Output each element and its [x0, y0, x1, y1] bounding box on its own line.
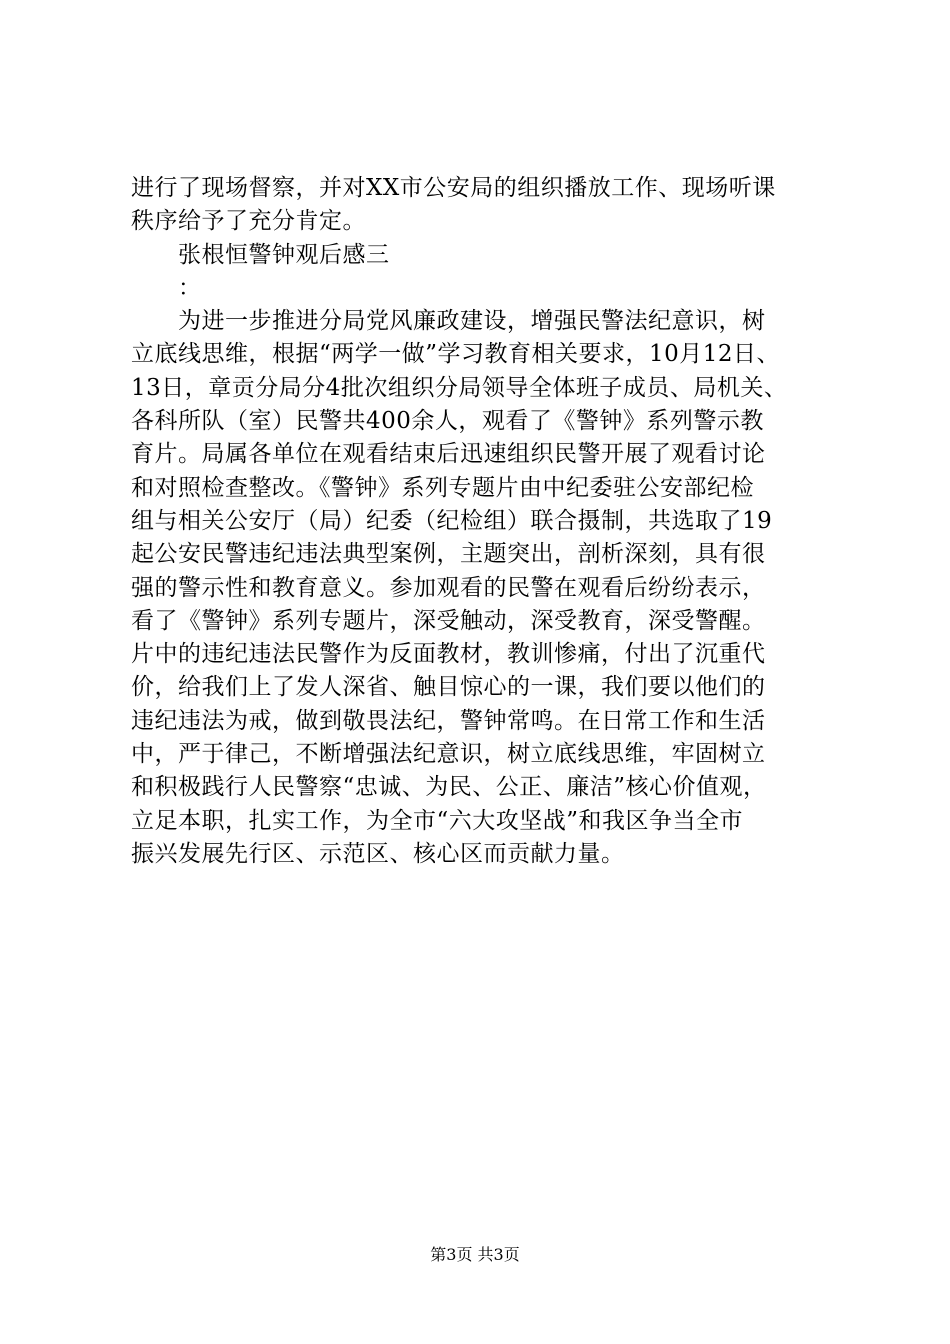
heading-colon: ：	[178, 274, 202, 301]
text-line: 违纪违法为戒，做到敬畏法纪，警钟常鸣。在日常工作和生活	[131, 707, 766, 734]
text-line: 片中的违纪违法民警作为反面教材，教训惨痛，付出了沉重代	[131, 641, 766, 668]
text-line: 育片。局属各单位在观看结束后迅速组织民警开展了观看讨论	[131, 441, 766, 468]
text-line: 价，给我们上了发人深省、触目惊心的一课，我们要以他们的	[131, 674, 766, 701]
text-line: 13日，章贡分局分4批次组织分局领导全体班子成员、局机关、	[131, 374, 788, 401]
text-line: 看了《警钟》系列专题片，深受触动，深受教育，深受警醒。	[131, 607, 766, 634]
paragraph-first-line: 为进一步推进分局党风廉政建设，增强民警法纪意识，树	[178, 308, 766, 335]
page-number-footer: 第3页 共3页	[430, 1245, 520, 1264]
text-line: 立足本职，扎实工作，为全市“六大攻坚战”和我区争当全市	[131, 807, 744, 834]
text-line: 起公安民警违纪违法典型案例，主题突出，剖析深刻，具有很	[131, 541, 766, 568]
text-line: 秩序给予了充分肯定。	[131, 208, 366, 235]
text-line: 和对照检查整改。《警钟》系列专题片由中纪委驻公安部纪检	[131, 474, 754, 501]
text-line: 立底线思维，根据“两学一做”学习教育相关要求，10月12日、	[131, 341, 781, 368]
text-line: 和积极践行人民警察“忠诚、为民、公正、廉洁”核心价值观，	[131, 774, 767, 801]
text-line: 组与相关公安厅（局）纪委（纪检组）联合摄制，共选取了19	[131, 507, 773, 534]
text-line: 振兴发展先行区、示范区、核心区而贡献力量。	[131, 840, 625, 867]
text-line: 各科所队（室）民警共400余人，观看了《警钟》系列警示教	[131, 408, 764, 435]
text-line: 进行了现场督察，并对XX市公安局的组织播放工作、现场听课	[131, 175, 776, 201]
text-line: 中，严于律己，不断增强法纪意识，树立底线思维，牢固树立	[131, 741, 766, 768]
section-heading: 张根恒警钟观后感三	[178, 241, 390, 268]
text-line: 强的警示性和教育意义。参加观看的民警在观看后纷纷表示，	[131, 574, 766, 601]
document-body	[131, 172, 831, 871]
